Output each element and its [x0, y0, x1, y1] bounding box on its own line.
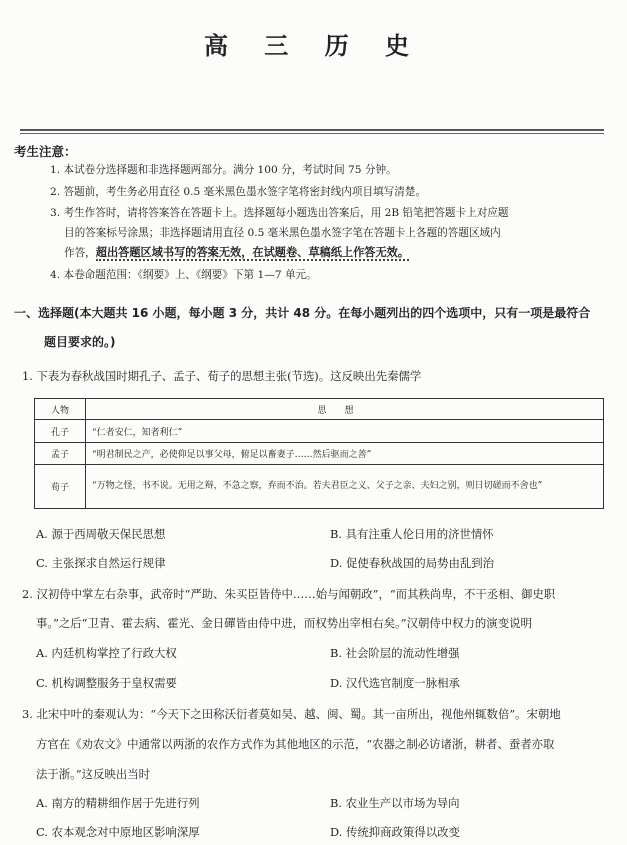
page-title: 高 三 历 史 [203, 31, 424, 60]
notice-item-3-cont2 [64, 244, 409, 260]
q3-option-c[interactable]: C. 农本观念对中原地区影响深厚 [36, 825, 200, 839]
q3-stem-cont: 方官在《劝农文》中通常以两浙的农作方式作为其他地区的示范，“农器之制必访诸浙，耕者、蚕者亦取 [36, 737, 555, 751]
table-row [35, 465, 604, 509]
section-heading: 一、选择题(本大题共 16 小题，每小题 3 分，共计 48 分。在每小题列出的四个选项中，只有一项是最符合 [14, 306, 591, 320]
q1-option-c[interactable]: C. 主张探求自然运行规律 [36, 556, 166, 570]
notice-heading: 考生注意： [14, 144, 77, 159]
table-cell-person: 孟子 [35, 443, 86, 465]
q3-stem-cont2: 法于浙。”这反映出当时 [36, 767, 151, 781]
notice-item-3: 3. 考生作答时，请将答案答在答题卡上。选择题每小题选出答案后，用 2B 铅笔把答题卡上对应题 [50, 207, 509, 219]
table-cell-person: 孔子 [35, 420, 86, 443]
notice-item-3-tail: 作答， [64, 247, 96, 259]
table-cell-person: 荀子 [35, 465, 86, 509]
q2-option-c[interactable]: C. 机构调整服务于皇权需要 [36, 676, 177, 690]
q3-stem: 3. 北宋中叶的秦观认为：“今天下之田称沃衍者莫如吴、越、闽、蜀。其一亩所出，视他州辄数倍”。宋朝地 [22, 707, 561, 721]
q1-option-a[interactable]: A. 源于西周敬天保民思想 [36, 527, 166, 541]
section-heading-cont: 题目要求的。) [44, 335, 116, 349]
table-row [35, 443, 604, 465]
q2-stem-cont: 事。”之后“卫青、霍去病、霍光、金日磾皆由侍中进，而权势出宰相右矣。”汉朝侍中权力的演变说明 [36, 616, 532, 630]
q3-option-b[interactable]: B. 农业生产以市场为导向 [330, 796, 460, 810]
q2-stem: 2. 汉初侍中掌左右杂事，武帝时“严助、朱买臣皆侍中……始与闻朝政”，“而其秩尚卑，不干丞相、御史职 [22, 587, 556, 601]
q1-table [34, 398, 604, 509]
q2-option-a[interactable]: A. 内廷机构掌控了行政大权 [36, 646, 177, 660]
notice-emphasis: 超出答题区域书写的答案无效，在试题卷、草稿纸上作答无效。 [95, 246, 410, 259]
table-cell-thought: “明君制民之产，必使仰足以事父母，俯足以畜妻子……然后驱而之善” [86, 443, 604, 465]
table-header-row [35, 399, 604, 420]
q3-option-d[interactable]: D. 传统抑商政策得以改变 [330, 825, 460, 839]
q2-option-b[interactable]: B. 社会阶层的流动性增强 [330, 646, 460, 660]
notice-item-2: 2. 答题前，考生务必用直径 0.5 毫米黑色墨水签字笔将密封线内项目填写清楚。 [50, 186, 427, 198]
table-header-person: 人物 [35, 399, 86, 420]
notice-item-1: 1. 本试卷分选择题和非选择题两部分。满分 100 分，考试时间 75 分钟。 [50, 164, 397, 176]
header-rule [20, 129, 604, 131]
table-header-thought [86, 399, 604, 420]
header-rule-thin [20, 133, 604, 134]
table-row [35, 420, 604, 443]
table-header-thought-text: 思想 [317, 405, 372, 416]
q3-option-a[interactable]: A. 南方的精耕细作居于先进行列 [36, 796, 200, 810]
q1-option-b[interactable]: B. 具有注重人伦日用的济世情怀 [330, 527, 494, 541]
table-cell-thought: “万物之怪，书不说。无用之辩，不急之察，弃而不治。若夫君臣之义、父子之亲、夫妇之别，则日切磋而不舍也” [86, 465, 604, 509]
q2-option-d[interactable]: D. 汉代选官制度一脉相承 [330, 676, 460, 690]
q1-option-d[interactable]: D. 促使春秋战国的局势由乱到治 [330, 556, 495, 570]
table-cell-thought: “仁者安仁，知者利仁” [86, 420, 604, 443]
notice-item-4: 4. 本卷命题范围：《纲要》上、《纲要》下第 1—7 单元。 [50, 269, 317, 281]
notice-item-3-cont: 目的答案标号涂黑；非选择题请用直径 0.5 毫米黑色墨水签字笔在答题卡上各题的答题区域内 [64, 227, 501, 239]
q1-stem: 1. 下表为春秋战国时期孔子、孟子、荀子的思想主张(节选)。这反映出先秦儒学 [22, 369, 422, 383]
